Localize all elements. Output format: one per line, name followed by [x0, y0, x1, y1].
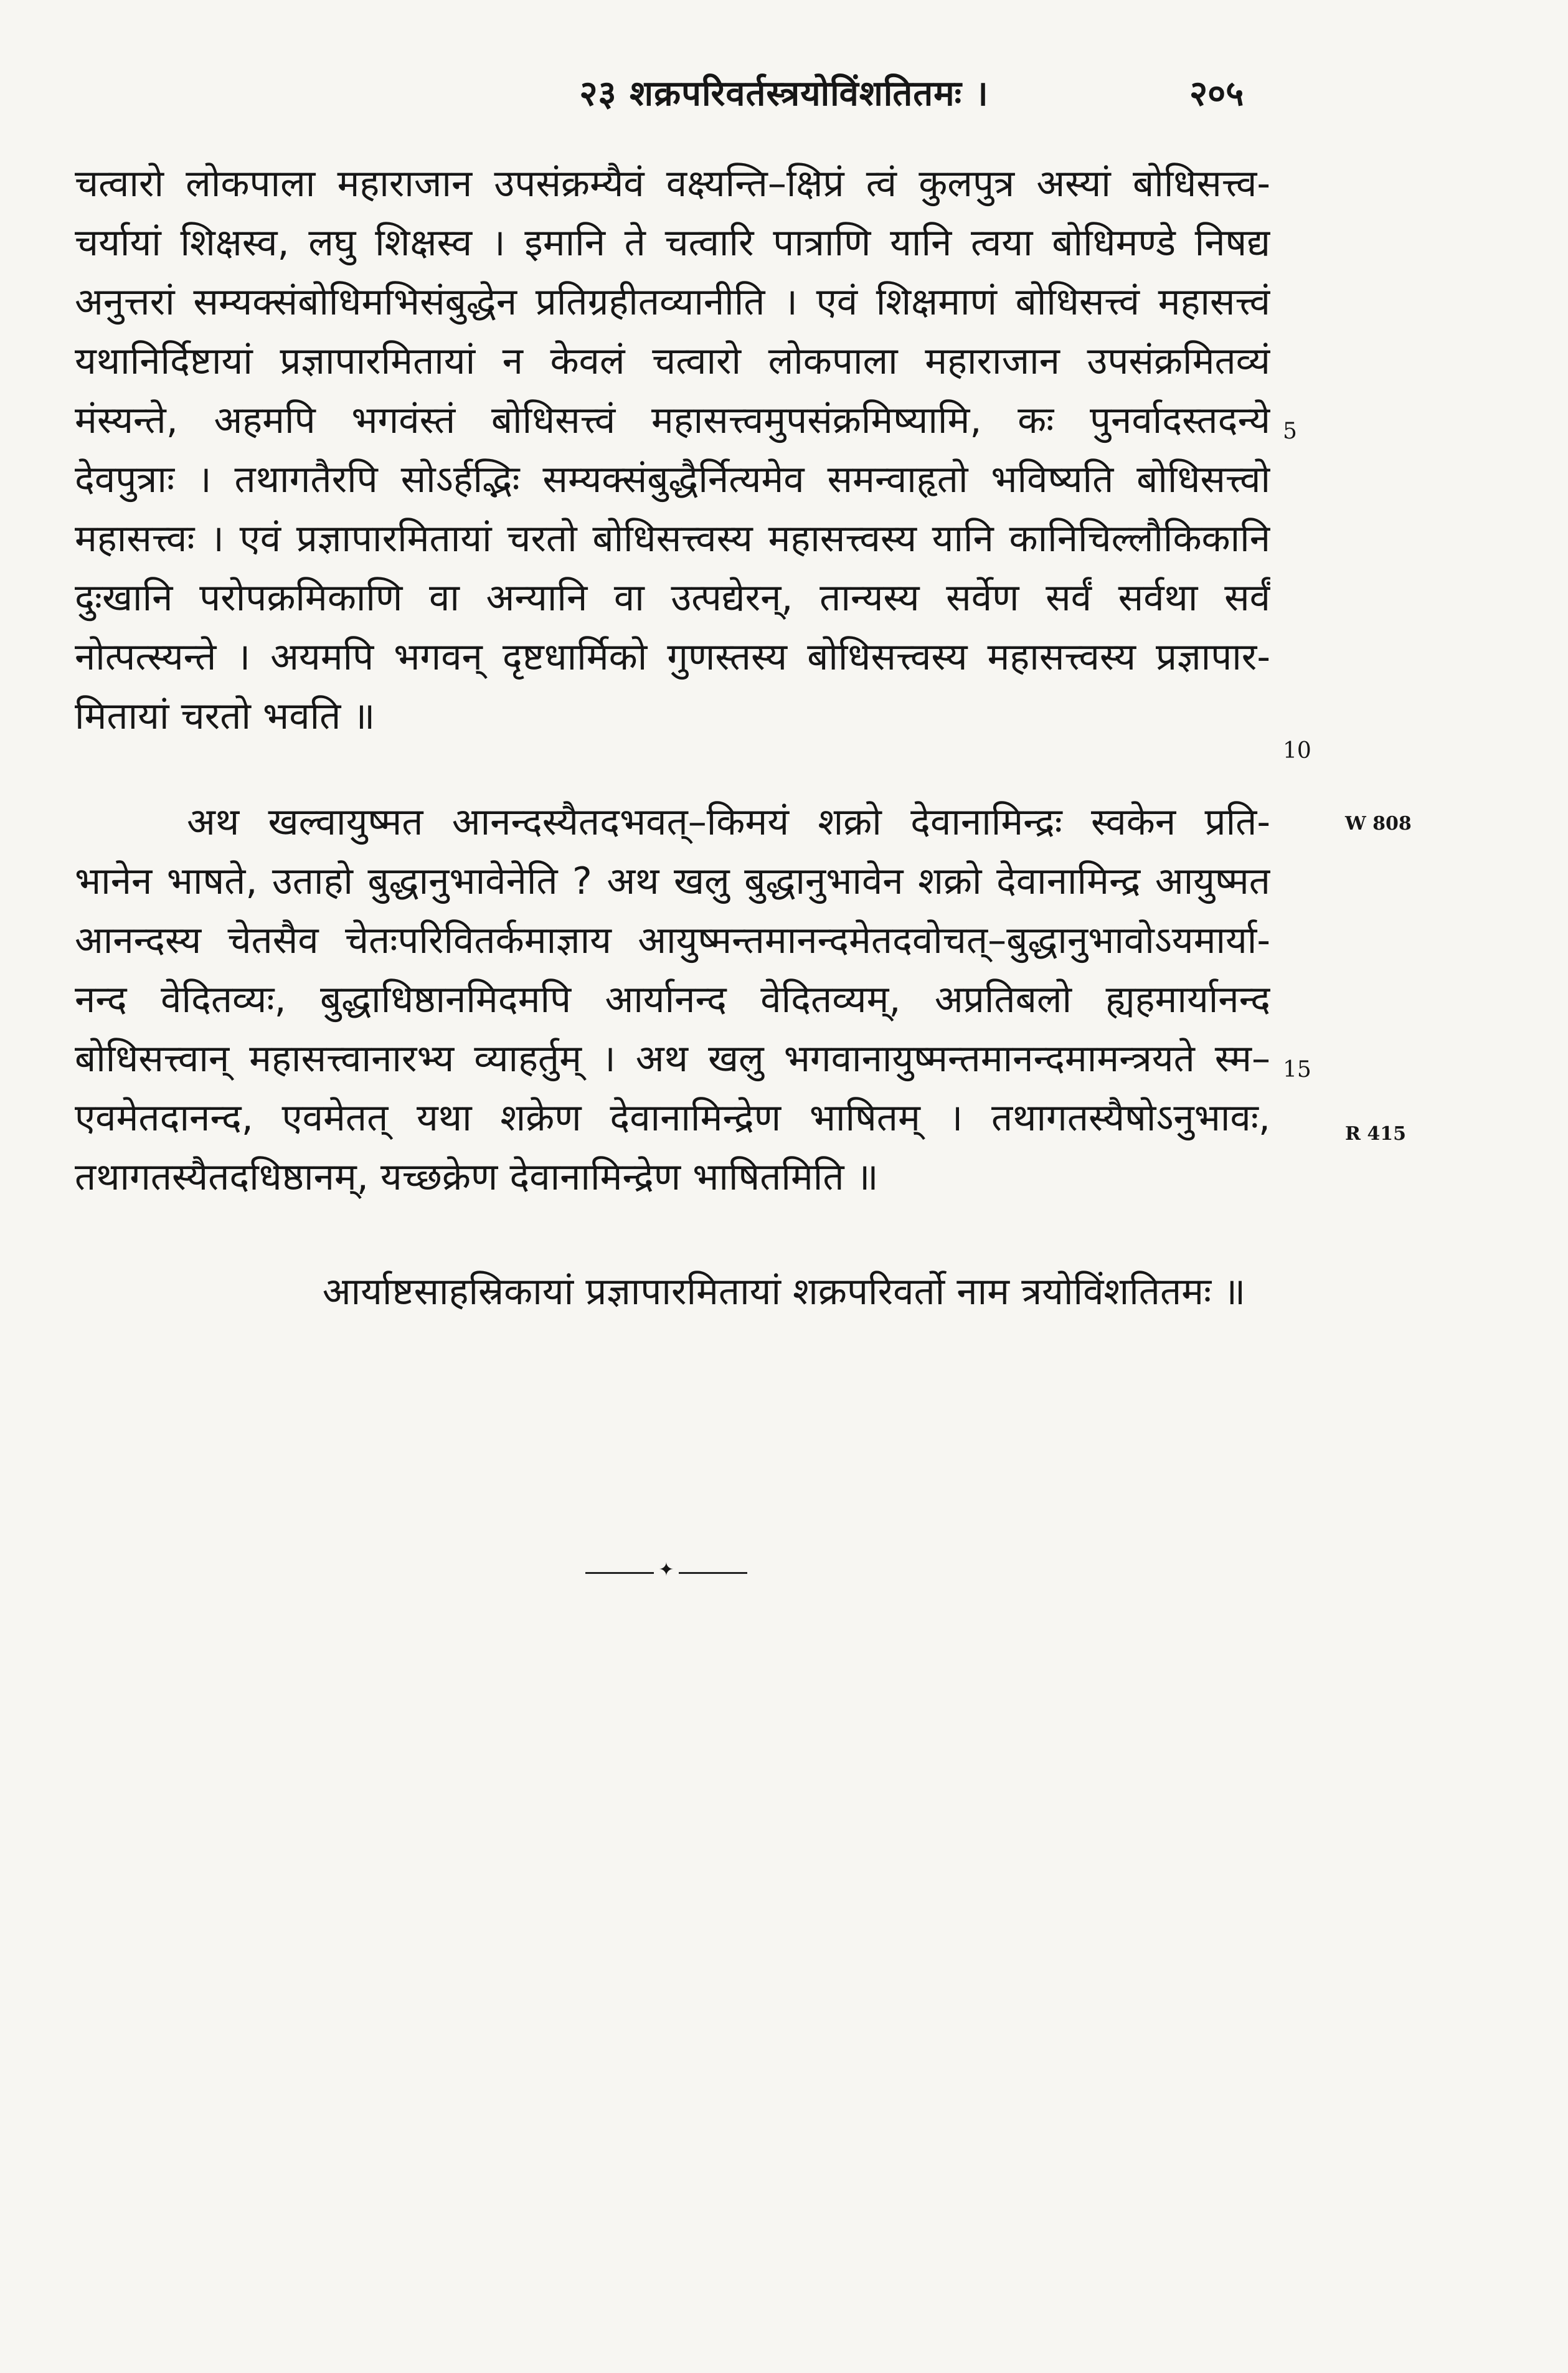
text-line: चर्यायां शिक्षस्व, लघु शिक्षस्व । इमानि ते चत्वारि पात्राणि यानि त्वया बोधिमण्डे निषद्य	[75, 221, 1270, 265]
text-line: एवमेतदानन्द, एवमेतत् यथा शक्रेण देवानामिन्द्रेण भाषितम् । तथागतस्यैषोऽनुभावः,	[75, 1096, 1270, 1140]
text-line: बोधिसत्त्वान् महासत्त्वानारभ्य व्याहर्तुम् । अथ खलु भगवानायुष्मन्तमानन्दमामन्त्रयते स्म–	[75, 1037, 1270, 1081]
text-line: तथागतस्यैतदधिष्ठानम्, यच्छक्रेण देवानामिन्द्रेण भाषितमिति ॥	[75, 1155, 879, 1199]
margin-reference: R 415	[1345, 1123, 1406, 1145]
text-line: अथ खल्वायुष्मत आनन्दस्यैतदभवत्–किमयं शक्रो देवानामिन्द्रः स्वकेन प्रति-	[187, 800, 1270, 844]
text-line: नोत्पत्स्यन्ते । अयमपि भगवन् दृष्टधार्मिको गुणस्तस्य बोधिसत्त्वस्य महासत्त्वस्य प्रज्ञापार-	[75, 635, 1270, 679]
text-line: अनुत्तरां सम्यक्संबोधिमभिसंबुद्धेन प्रतिग्रहीतव्यानीति । एवं शिक्षमाणं बोधिसत्त्वं महासत्त्वं	[75, 280, 1270, 324]
line-number: 10	[1283, 738, 1311, 764]
page-number: २०५	[1189, 73, 1244, 114]
margin-reference: W 808	[1345, 813, 1412, 835]
text-line: महासत्त्वः । एवं प्रज्ञापारमितायां चरतो बोधिसत्त्वस्य महासत्त्वस्य यानि कानिचिल्लौकिकानि	[75, 517, 1270, 561]
text-line: चत्वारो लोकपाला महाराजान उपसंक्रम्यैवं वक्ष्यन्ति–क्षिप्रं त्वं कुलपुत्र अस्यां बोधिसत्त्व-	[75, 162, 1270, 206]
ornament-rule-left	[585, 1572, 654, 1574]
text-line: नन्द वेदितव्यः, बुद्धाधिष्ठानमिदमपि आर्यानन्द वेदितव्यम्, अप्रतिबलो ह्यहमार्यानन्द	[75, 978, 1270, 1021]
text-line: मितायां चरतो भवति ॥	[75, 694, 375, 738]
text-line: देवपुत्राः । तथागतैरपि सोऽर्हद्भिः सम्यक्संबुद्धैर्नित्यमेव समन्वाहृतो भविष्यति बोधिसत्त्वो	[75, 458, 1270, 501]
ornament-fleuron-icon: ✦	[658, 1559, 674, 1581]
section-end-ornament	[585, 1559, 747, 1581]
text-line: मंस्यन्ते, अहमपि भगवंस्तं बोधिसत्त्वं महासत्त्वमुपसंक्रमिष्यामि, कः पुनर्वादस्तदन्ये	[75, 399, 1270, 442]
text-line: भानेन भाषते, उताहो बुद्धानुभावेनेति ? अथ खलु बुद्धानुभावेन शक्रो देवानामिन्द्र आयुष्मत	[75, 860, 1270, 903]
line-number: 15	[1283, 1057, 1311, 1082]
ornament-rule-right	[679, 1572, 747, 1574]
text-line: आनन्दस्य चेतसैव चेतःपरिवितर्कमाज्ञाय आयुष्मन्तमानन्दमेतदवोचत्–बुद्धानुभावोऽयमार्या-	[75, 919, 1270, 962]
text-line: दुःखानि परोपक्रमिकाणि वा अन्यानि वा उत्पद्येरन्, तान्यस्य सर्वेण सर्वं सर्वथा सर्वं	[75, 576, 1270, 620]
running-header-title: २३ शक्रपरिवर्तस्त्रयोविंशतितमः ।	[579, 73, 989, 114]
line-number: 5	[1283, 419, 1297, 444]
chapter-colophon: आर्याष्टसाहस्रिकायां प्रज्ञापारमितायां शक्रपरिवर्तो नाम त्रयोविंशतितमः ॥	[322, 1270, 1246, 1314]
text-line: यथानिर्दिष्टायां प्रज्ञापारमितायां न केवलं चत्वारो लोकपाला महाराजान उपसंक्रमितव्यं	[75, 339, 1270, 383]
